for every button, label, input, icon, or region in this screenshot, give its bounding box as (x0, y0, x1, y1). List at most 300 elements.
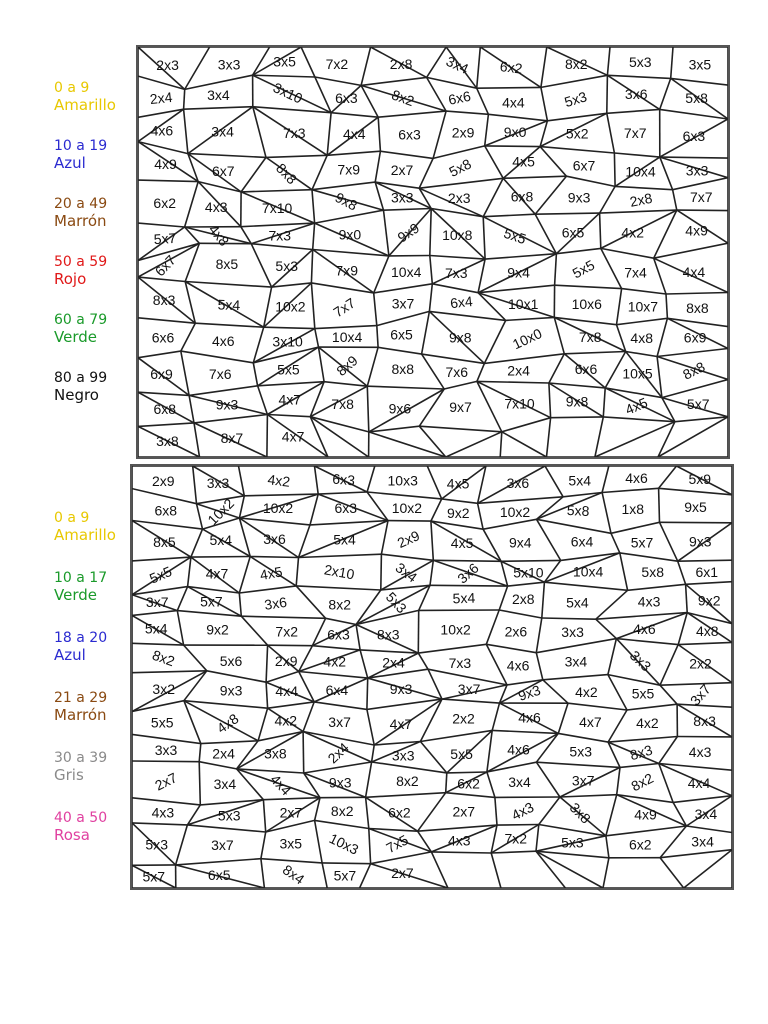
region-edge (660, 826, 686, 858)
legend-color-name: Azul (54, 154, 86, 172)
region-edge (367, 709, 374, 745)
region-edge (432, 284, 478, 293)
region-edge (132, 611, 177, 616)
region-edge (138, 180, 198, 182)
region-label: 5x3 (217, 807, 241, 824)
region-label: 4x8 (696, 622, 719, 639)
region-label: 8x2 (389, 86, 417, 110)
region-label: 2x3 (447, 189, 471, 206)
region-edge (603, 417, 675, 422)
region-edge (331, 113, 378, 118)
region-label: 6x8 (153, 401, 177, 418)
region-label: 9x4 (507, 264, 530, 281)
region-edge (442, 499, 478, 503)
region-label: 3x8 (566, 799, 594, 827)
region-edge (388, 521, 431, 522)
region-label: 9x3 (689, 533, 712, 550)
region-edge (132, 643, 184, 645)
region-edge (660, 157, 728, 158)
region-edge (310, 521, 388, 525)
region-label: 4x9 (685, 222, 708, 239)
region-edge (356, 625, 360, 650)
region-label: 3x3 (626, 647, 655, 675)
region-edge (684, 850, 732, 888)
region-label: 7x6 (208, 365, 232, 382)
region-label: 8x8 (273, 159, 301, 188)
region-edge (536, 851, 565, 888)
region-edge (184, 109, 188, 153)
region-edge (384, 209, 432, 211)
region-label: 9x3 (516, 681, 543, 704)
region-label: 3x6 (263, 593, 288, 613)
region-edge (558, 703, 568, 733)
legend-color-name: Azul (54, 646, 86, 664)
region-label: 7x8 (331, 396, 354, 413)
region-edge (622, 289, 666, 294)
region-label: 5x7 (153, 229, 177, 248)
region-edge (241, 616, 267, 645)
region-edge (549, 354, 564, 383)
region-label: 2x2 (452, 710, 475, 727)
region-label: 4x7 (205, 565, 229, 582)
region-label: 10x7 (627, 298, 659, 315)
region-label: 4x8 (205, 221, 233, 249)
region-label: 4x4 (343, 126, 366, 143)
region-label: 4x4 (682, 264, 706, 280)
region-label: 2x7 (452, 803, 476, 820)
region-edge (371, 852, 432, 864)
region-label: 4x4 (502, 94, 525, 111)
region-label: 4x6 (518, 709, 541, 726)
region-edge (620, 553, 678, 561)
region-edge (194, 415, 267, 423)
region-edge (485, 146, 540, 147)
region-label: 4x6 (150, 122, 174, 139)
region-label: 5x10 (513, 564, 544, 581)
region-edge (430, 256, 485, 260)
region-label: 3x4 (213, 775, 237, 792)
region-label: 6x6 (151, 329, 175, 346)
region-label: 6x7 (151, 251, 179, 280)
region-edge (595, 422, 675, 457)
region-edge (608, 639, 617, 675)
legend-range: 60 a 79 (54, 312, 108, 328)
region-label: 5x6 (219, 652, 243, 669)
region-edge (367, 347, 378, 386)
region-label: 4x2 (323, 653, 346, 670)
region-label: 3x6 (624, 86, 648, 103)
region-label: 3x3 (217, 56, 241, 73)
region-label: 10x3 (387, 472, 418, 489)
region-edge (671, 47, 673, 78)
region-edge (176, 825, 188, 865)
region-label: 9x2 (447, 505, 470, 522)
region-label: 6x2 (499, 58, 524, 77)
region-edge (296, 586, 325, 618)
region-label: 7x7 (330, 294, 359, 321)
region-label: 8x2 (565, 56, 588, 73)
region-label: 9x0 (338, 226, 362, 243)
region-label: 3x4 (443, 52, 472, 77)
region-edge (486, 644, 507, 685)
region-edge (657, 349, 728, 357)
region-label: 2x4 (507, 362, 530, 379)
region-edge (542, 582, 545, 618)
region-edge (427, 466, 441, 499)
region-edge (660, 522, 678, 561)
region-edge (419, 178, 503, 188)
region-edge (258, 708, 268, 741)
region-edge (601, 248, 622, 288)
region-edge (660, 858, 684, 888)
region-label: 3x3 (391, 189, 414, 206)
region-label: 9x2 (206, 621, 229, 638)
region-edge (185, 243, 199, 281)
region-edge (199, 744, 201, 762)
region-label: 3x6 (454, 559, 482, 587)
region-label: 4x6 (625, 470, 648, 487)
region-label: 3x3 (685, 162, 709, 179)
region-edge (303, 732, 304, 774)
region-edge (312, 182, 375, 190)
region-edge (600, 210, 677, 213)
region-label: 5x8 (566, 501, 590, 520)
region-label: 10x4 (625, 163, 656, 180)
region-label: 10x4 (331, 329, 363, 346)
region-label: 5x4 (217, 296, 241, 314)
region-label: 2x9 (274, 653, 298, 670)
region-label: 3x5 (279, 835, 303, 852)
region-edge (499, 610, 542, 618)
region-label: 4x4 (267, 771, 295, 799)
region-label: 5x8 (685, 90, 708, 106)
region-edge (266, 645, 268, 682)
region-edge (378, 117, 380, 151)
region-label: 3x7 (571, 772, 595, 789)
region-edge (486, 644, 536, 652)
region-label: 7x8 (578, 328, 602, 345)
region-label: 3x7 (328, 714, 351, 730)
region-label: 6x6 (574, 361, 598, 378)
region-edge (566, 176, 615, 186)
region-edge (654, 243, 728, 258)
region-edge (188, 154, 266, 158)
region-edge (431, 852, 491, 853)
region-edge (241, 157, 266, 192)
region-edge (367, 386, 444, 389)
region-label: 8x8 (391, 361, 415, 378)
region-edge (374, 284, 433, 293)
region-label: 9x3 (328, 774, 352, 791)
region-edge (677, 210, 728, 211)
region-edge (315, 329, 319, 348)
region-label: 3x3 (391, 747, 415, 764)
region-edge (177, 587, 187, 611)
region-label: 5x5 (277, 361, 300, 378)
region-label: 6x5 (207, 866, 231, 883)
region-label: 7x2 (325, 56, 349, 73)
region-edge (488, 114, 547, 121)
region-edge (313, 223, 315, 249)
region-label: 3x7 (145, 593, 169, 610)
region-label: 6x5 (561, 224, 585, 241)
region-label: 6x7 (212, 163, 235, 180)
region-label: 4x7 (281, 428, 305, 445)
region-edge (367, 492, 442, 499)
region-label: 3x10 (272, 333, 303, 350)
region-label: 6x2 (388, 804, 411, 821)
region-edge (303, 702, 314, 732)
region-edge (568, 703, 627, 710)
region-edge (660, 522, 733, 523)
region-edge (483, 217, 485, 259)
region-label: 7x10 (504, 395, 535, 412)
region-label: 6x4 (449, 292, 474, 312)
region-edge (551, 417, 604, 418)
region-label: 7x3 (448, 654, 472, 671)
region-edge (442, 699, 500, 703)
region-label: 3x3 (561, 624, 584, 641)
region-label: 2x4 (382, 654, 405, 671)
region-label: 5x3 (569, 743, 592, 760)
region-label: 8x8 (686, 299, 709, 316)
region-label: 2x8 (628, 189, 654, 210)
region-edge (608, 737, 677, 743)
region-edge (564, 352, 625, 354)
region-label: 10x2 (275, 298, 306, 315)
region-label: 8x2 (150, 646, 177, 670)
region-label: 3x7 (211, 837, 234, 854)
region-edge (374, 293, 377, 326)
region-label: 5x3 (145, 836, 168, 853)
region-edge (239, 593, 241, 616)
region-label: 4x9 (634, 806, 657, 823)
region-edge (607, 109, 660, 113)
region-edge (268, 702, 315, 708)
region-edge (195, 323, 263, 327)
region-label: 6x3 (331, 470, 356, 489)
region-label: 10x3 (326, 830, 362, 858)
region-edge (558, 733, 608, 742)
region-label: 5x4 (568, 472, 591, 489)
region-edge (659, 466, 677, 488)
region-edge (554, 317, 564, 353)
region-edge (660, 850, 732, 858)
region-label: 7x9 (337, 161, 360, 178)
region-edge (419, 426, 502, 432)
region-edge (607, 113, 615, 153)
region-edge (673, 190, 677, 210)
region-edge (315, 820, 323, 863)
region-edge (620, 553, 628, 590)
legend-color-name: Verde (54, 586, 97, 604)
region-edge (603, 388, 605, 417)
region-label: 7x3 (445, 264, 468, 281)
region-edge (361, 47, 371, 85)
region-edge (310, 382, 324, 417)
region-edge (296, 558, 298, 586)
region-edge (360, 650, 368, 678)
region-edge (433, 111, 446, 158)
region-edge (660, 645, 678, 686)
region-label: 9x3 (389, 681, 413, 697)
region-edge (478, 503, 484, 529)
region-label: 4x9 (154, 156, 177, 173)
region-edge (266, 672, 299, 683)
region-edge (251, 244, 313, 250)
region-edge (253, 75, 315, 77)
region-label: 10x4 (391, 264, 422, 280)
region-edge (508, 582, 545, 586)
region-label: 3x6 (263, 531, 286, 548)
legend-range: 10 a 17 (54, 570, 108, 586)
region-edge (427, 47, 447, 77)
region-label: 7x10 (261, 199, 293, 216)
region-label: 9x5 (684, 499, 707, 515)
region-edge (312, 155, 327, 189)
region-label: 4x2 (621, 224, 644, 241)
region-edge (372, 745, 375, 762)
region-edge (686, 584, 688, 612)
region-edge (375, 182, 383, 210)
region-label: 5x5 (501, 224, 529, 248)
legend-range: 40 a 50 (54, 810, 108, 826)
region-label: 2x9 (451, 124, 475, 141)
region-edge (662, 380, 728, 398)
region-label: 10x1 (508, 295, 539, 312)
region-edge (430, 585, 508, 586)
region-edge (477, 381, 502, 431)
region-label: 4x6 (633, 620, 656, 637)
region-edge (537, 497, 564, 520)
region-label: 6x6 (446, 87, 473, 108)
region-label: 5x4 (566, 594, 589, 611)
region-edge (184, 107, 253, 110)
region-label: 2x4 (212, 745, 235, 762)
region-edge (366, 762, 372, 797)
legend-range: 0 a 9 (54, 510, 90, 526)
region-label: 5x3 (562, 88, 589, 111)
region-edge (536, 762, 560, 797)
legend-color-name: Amarillo (54, 526, 116, 544)
region-edge (239, 466, 245, 496)
region-edge (659, 488, 660, 522)
region-edge (535, 176, 566, 214)
region-label: 8x9 (333, 352, 361, 380)
region-edge (311, 283, 373, 293)
legend-color-name: Marrón (54, 212, 107, 230)
region-label: 8x3 (628, 741, 655, 764)
region-edge (478, 259, 485, 293)
region-edge (184, 671, 207, 701)
region-edge (596, 619, 617, 638)
region-edge (381, 521, 388, 555)
region-edge (244, 494, 318, 496)
region-label: 10x4 (572, 563, 604, 580)
region-edge (543, 680, 568, 703)
region-edge (239, 518, 310, 525)
region-label: 3x3 (154, 742, 178, 759)
region-label: 9x4 (509, 534, 532, 551)
legend-range: 10 a 19 (54, 138, 108, 154)
region-label: 5x3 (275, 257, 298, 274)
region-label: 4x6 (507, 741, 530, 758)
region-label: 2x4 (149, 88, 174, 108)
region-edge (266, 155, 327, 157)
region-edge (188, 557, 191, 587)
region-label: 4x8 (630, 329, 653, 346)
region-edge (602, 466, 609, 493)
region-edge (207, 671, 266, 682)
region-label: 4x6 (212, 333, 235, 350)
region-edge (366, 793, 446, 798)
region-edge (657, 318, 667, 356)
region-edge (318, 492, 367, 494)
region-edge (239, 586, 296, 593)
region-edge (617, 767, 620, 794)
region-edge (543, 675, 608, 680)
region-label: 4x5 (622, 394, 650, 418)
legend-bottom (40, 510, 140, 850)
region-label: 10x2 (440, 621, 471, 638)
region-label: 8x5 (215, 255, 239, 272)
region-edge (311, 250, 312, 283)
region-label: 5x9 (688, 470, 712, 487)
region-label: 4x4 (275, 682, 298, 699)
region-edge (536, 762, 620, 767)
region-edge (485, 114, 489, 146)
region-edge (138, 423, 194, 427)
region-edge (678, 642, 732, 644)
region-edge (537, 519, 561, 560)
region-edge (258, 382, 325, 386)
region-edge (184, 89, 185, 109)
region-edge (541, 87, 548, 120)
region-label: 8x3 (377, 626, 400, 643)
region-label: 3x4 (691, 833, 714, 850)
region-label: 2x2 (689, 655, 712, 672)
region-edge (367, 678, 368, 709)
region-label: 10x8 (442, 227, 473, 243)
region-edge (601, 248, 654, 258)
region-edge (600, 186, 616, 213)
region-edge (536, 733, 558, 762)
region-edge (487, 730, 492, 772)
region-edge (484, 320, 505, 363)
region-label: 6x3 (334, 499, 358, 516)
region-edge (366, 797, 369, 828)
region-edge (433, 560, 501, 561)
region-edge (491, 851, 536, 853)
region-edge (132, 761, 199, 762)
region-label: 8x3 (152, 291, 176, 308)
region-edge (360, 864, 371, 888)
region-edge (272, 283, 312, 287)
region-label: 5x7 (686, 395, 710, 412)
legend-color-name: Gris (54, 766, 84, 784)
region-label: 2x6 (504, 623, 528, 640)
region-label: 9x8 (565, 393, 589, 410)
region-edge (678, 613, 687, 645)
region-label: 4x2 (266, 471, 292, 490)
region-label: 10x0 (510, 325, 545, 353)
region-label: 3x8 (156, 432, 179, 449)
region-edge (537, 519, 612, 533)
region-edge (430, 256, 433, 284)
legend-color-name: Verde (54, 328, 97, 346)
region-label: 3x7 (391, 295, 415, 312)
region-edge (315, 210, 384, 223)
